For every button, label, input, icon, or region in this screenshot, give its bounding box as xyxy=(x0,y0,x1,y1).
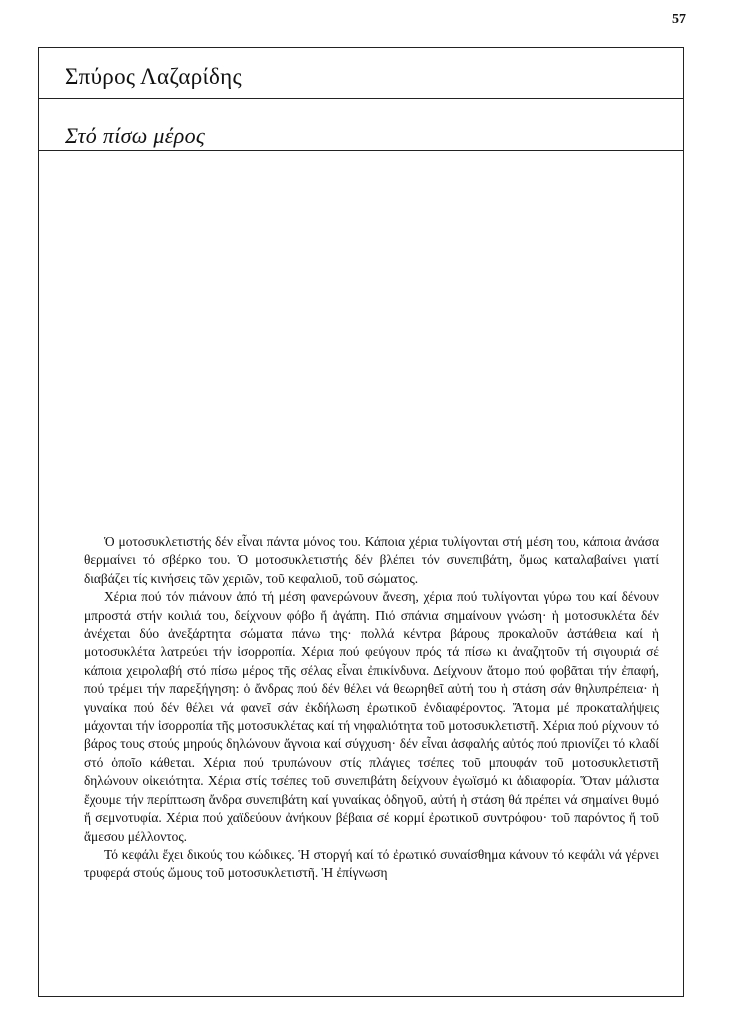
article-title: Στό πίσω μέρος xyxy=(39,99,683,151)
page-number: 57 xyxy=(672,12,686,27)
article-body xyxy=(39,533,683,883)
blank-space xyxy=(39,151,683,533)
paragraph: Τό κεφάλι ἔχει δικούς του κώδικες. Ἡ στοργή καί τό ἐρωτικό συναίσθημα κάνουν τό κεφάλι νά γέρνει τρυφερά στούς ὤμους τοῦ μοτοσυκλετιστῆ. Ἡ ἐπίγνωση xyxy=(84,846,659,881)
paragraph: Χέρια πού τόν πιάνουν ἀπό τή μέση φανερώνουν ἄνεση, χέρια πού τυλίγονται γύρω του καί δένουν μπροστά στήν κοιλιά του, δείχνουν φόβο ἤ ἀγάπη. Πιό σπάνια σημαίνουν γνώση· ἡ μοτοσυκλέτα δέν ἀνέχεται δύο ἀνεξάρτητα σώματα πάνω της· πολλά κέντρα βάρους προκαλοῦν ἀστάθεια καί ἡ μοτοσυκλέτα λατρεύει τήν ἰσορροπία. Χέρια πού φεύγουν πρός τά πίσω κι ἀναζητοῦν τή σιγουριά σέ κάποια χειρολαβή στό πίσω μέρος τῆς σέλας εἶναι ἐπικίνδυνα. Δείχνουν ἄτομο πού φοβᾶται τήν ἐπαφή, πού τρέμει τήν παρεξήγηση: ὁ ἄνδρας πού δέν θέλει νά θεωρηθεῖ αὐτή του ἡ στάση σάν θηλυπρέπεια· ἡ γυναίκα πού δέν θέλει νά φανεῖ σάν ἐκδήλωση ἐρωτικοῦ ἐνδιαφέροντος. Ἄτομα μέ προκαταλήψεις μάχονται τήν ἰσορροπία τῆς μοτοσυκλέτας καί τή νηφαλιότητα τοῦ μοτοσυκλετιστῆ. Χέρια πού ρίχνουν τό βάρος τους στούς μηρούς δηλώνουν ἄγνοια καί σύγχυση· δέν εἶναι ἀσφαλής αὐτός πού πριονίζει τό κλαδί στό ὁποῖο κάθεται. Χέρια πού τρυπώνουν στίς πλάγιες τσέπες τοῦ μπουφάν τοῦ μοτοσυκλετιστῆ δηλώνουν οἰκειότητα. Χέρια στίς τσέπες τοῦ συνεπιβάτη δείχνουν ἐγωϊσμό κι ἀδιαφορία. Ὅταν μάλιστα ἔχουμε τήν περίπτωση ἄνδρα συνεπιβάτη καί γυναίκας ὁδηγοῦ, αὐτή ἡ στάση θά πρέπει νά σημαίνει θυμό ἤ σεμνοτυφία. Χέρια πού χαϊδεύουν ἀνήκουν βέβαια σέ κορμί ἐρωτικοῦ συντρόφου· τοῦ παρόντος ἤ τοῦ ἄμεσου μέλλοντος. xyxy=(84,589,659,844)
author-name: Σπύρος Λαζαρίδης xyxy=(39,48,683,99)
paragraph: Ὁ μοτοσυκλετιστής δέν εἶναι πάντα μόνος του. Κάποια χέρια τυλίγονται στή μέση του, κάποια ἀνάσα θερμαίνει τό σβέρκο του. Ὁ μοτοσυκλετιστής δέν βλέπει τόν συνεπιβάτη, ὅμως καταλαβαίνει γιατί διαβάζει τίς κινήσεις τῶν χεριῶν, τοῦ κεφαλιοῦ, τοῦ σώματος. xyxy=(84,534,659,586)
article-frame xyxy=(38,47,684,997)
